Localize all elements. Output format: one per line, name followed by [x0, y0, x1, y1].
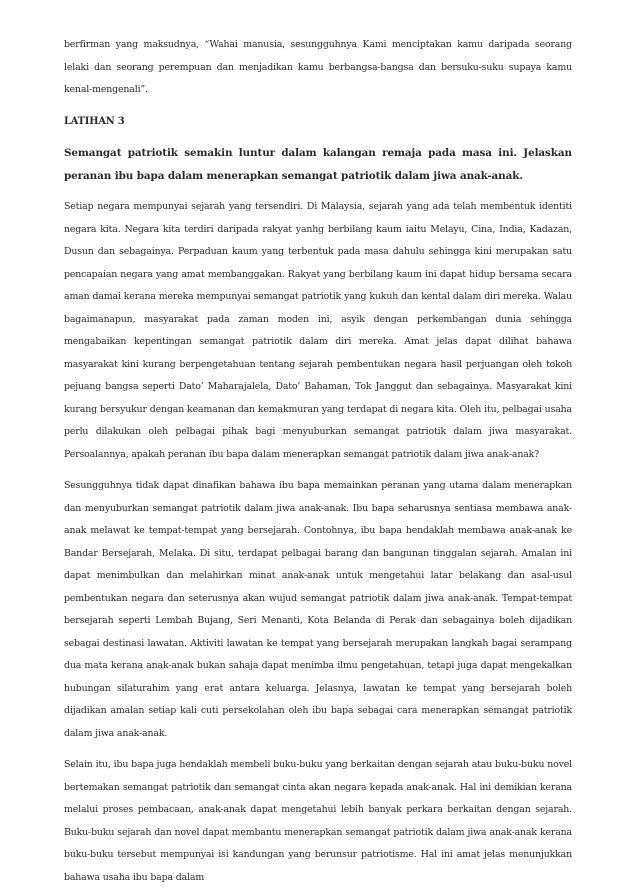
essay-question: Semangat patriotik semakin luntur dalam kalangan remaja pada masa ini. Jelaskan peranan ibu bapa dalam menerapkan semangat patriotik dalam jiwa anak-anak.	[64, 147, 572, 182]
document-page	[64, 34, 572, 889]
section-heading: LATIHAN 3	[64, 115, 125, 127]
introduction-paragraph: Setiap negara mempunyai sejarah yang tersendiri. Di Malaysia, sejarah yang ada telah membentuk identiti negara kita. Negara kita terdiri daripada rakyat yanhg berbilang kaum iaitu Melayu, Cina, India, Kadazan, Dusun dan sebagainya. Perpaduan kaum yang terbentuk pada masa dahulu sehingga kini merupakan satu pencapaian negara yang amat membanggakan. Rakyat yang berbilang kaum ini dapat hidup bersama secara aman damai kerana mereka mempunyai semangat patriotik yang kukuh dan kental dalam diri mereka. Walau bagaimanapun, masyarakat pada zaman moden ini, asyik dengan perkembangan dunia sehingga mengabaikan kepentingan semangat patriotik dalam diri mereka. Amat jelas dapat dilihat bahawa masyarakat kini kurang berpengetahuan tentang sejarah pembentukan negara hasil perjuangan oleh tokoh pejuang bangsa seperti Dato’ Maharajalela, Dato’ Bahaman, Tok Janggut dan sebagainya. Masyarakat kini kurang bersyukur dengan keamanan dan kemakmuran yang terdapat di negara kita. Oleh itu, pelbagai usaha perlu dilakukan oleh pelbagai pihak bagi menyuburkan semangat patriotik dalam jiwa masyarakat. Persoalannya, apakah peranan ibu bapa dalam menerapkan semangat patriotik dalam jiwa anak-anak?	[64, 201, 572, 460]
intro-paragraph: berfirman yang maksudnya, “Wahai manusia, sesungguhnya Kami menciptakan kamu daripada seorang lelaki dan seorang perempuan dan menjadikan kamu berbangsa-bangsa dan bersuku-suku supaya kamu kenal-mengenali”.	[64, 39, 572, 95]
body-paragraph-1: Sesungguhnya tidak dapat dinafikan bahawa ibu bapa memainkan peranan yang utama dalam menerapkan dan menyuburkan semangat patriotik dalam jiwa anak-anak. Ibu bapa seharusnya sentiasa membawa anak-anak melawat ke tempat-tempat yang bersejarah. Contohnya, ibu bapa hendaklah membawa anak-anak ke Bandar Bersejarah, Melaka. Di situ, terdapat pelbagai barang dan bangunan tinggalan sejarah. Amalan ini dapat menimbulkan dan melahirkan minat anak-anak untuk mengetahui latar belakang dan asal-usul pembentukan negara dan seterusnya akan wujud semangat patriotik dalam jiwa anak-anak. Tempat-tempat bersejarah seperti Lembah Bujang, Seri Menanti, Kota Belanda di Perak dan sebagainya boleh dijadikan sebagai destinasi lawatan. Aktiviti lawatan ke tempat yang bersejarah merupakan langkah bagai serampang dua mata kerana anak-anak bukan sahaja dapat menimba ilmu pengetahuan, tetapi juga dapat mengekalkan hubungan silaturahim yang erat antara keluarga. Jelasnya, lawatan ke tempat yang bersejarah boleh dijadikan amalan setiap kali cuti persekolahan oleh ibu bapa sebagai cara menerapkan semangat patriotik dalam jiwa anak-anak.	[64, 480, 572, 739]
body-paragraph-2: Selain itu, ibu bapa juga hendaklah membeli buku-buku yang berkaitan dengan sejarah atau buku-buku novel bertemakan semangat patriotik dan semangat cinta akan negara kepada anak-anak. Hal ini demikian kerana melalui proses pembacaan, anak-anak dapat mengetahui lebih banyak perkara berkaitan dengan sejarah. Buku-buku sejarah dan novel dapat membantu menerapkan semangat patriotik dalam jiwa anak-anak kerana buku-buku tersebut mempunyai isi kandungan yang berunsur patriotisme. Hal ini amat jelas menunjukkan bahawa usaha ibu bapa dalam	[64, 759, 572, 883]
